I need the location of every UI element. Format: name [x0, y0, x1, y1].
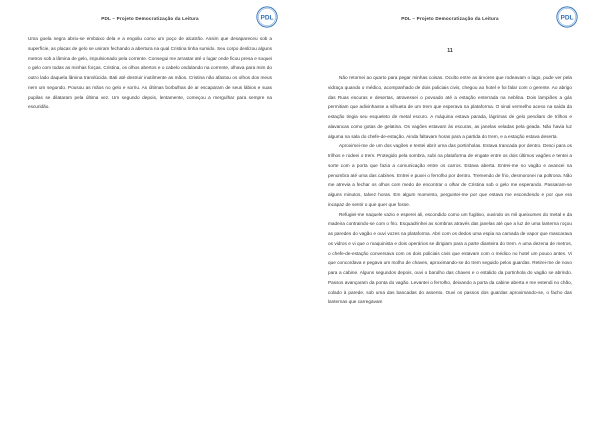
paragraph: Aproximei-me de um dos vagões e tentei abrir uma das portinholas. Estava trancada por dentro. Desci para os trilhos e rodeei o trem. Protegido pela sombra, subi na plataforma de engate entre os dois últimos vagões e tentei a sorte com a porta que fazia a comunicação entre os carros. Estava aberta. Entrei-me no vagão e avancei na penumbra até uma das cabines. Entrei e puxei o ferrolho por dentro. Tremendo de frio, desmoronei na poltrona. Não me atrevia a fechar os olhos com medo de encontrar o olhar de Cristina sob o gelo me esperando. Passaram-se alguns minutos, talvez horas. Em algum momento, perguntei-me por que estava me escondendo e por que era incapaz de sentir o que quer que fosse.	[328, 143, 572, 207]
paragraph: Uma goela negra abriu-se embaixo dela e a engoliu como um poço de alcatrão. Assim que desapareceu sob a superfície, as placas de gelo se uniram fechando a abertura na qual Cristina tinha sumido. Seu corpo deslizou alguns metros sob a lâmina de gelo, impulsionado pela corrente. Consegui me arrastar até o lugar onde ficou presa e soquei o gelo com todas as minhas forças. Cristina, os olhos abertos e o cabelo ondulando na corrente, olhava para mim do outro lado daquela lâmina translúcida. Bati até destruir inutilmente as mãos. Cristina não afastou os olhos dos meus nem um segundo. Pousou as mãos no gelo e sorriu. As últimas borbulhas de ar escaparam de seus lábios e suas pupilas se dilataram pela última vez. Um segundo depois, lentamente, começou a mergulhar para sempre na escuridão.	[28, 36, 272, 110]
right-body-text	[328, 73, 572, 307]
paragraph: Não retornei ao quarto para pegar minhas coisas. Oculto entre as árvores que rodeavam o lago, pude ver pela vidraça quando o médico, acompanhado de dois policiais civis, chegou ao hotel e foi falar com o gerente. Ao abrigo das Ruas escuras e desertas, atravessei o povoado até a estação enterrada na neblina. Dois lampiões a gás permitiam que adivinhasse a silhueta de um trem que esperava na plataforma. O sinal vermelho aceso na saída da estação tingia seu esqueleto de metal escuro. A máquina estava parada, lágrimas de gelo pendiam de trilhos e alavancas como gotas de gelatina. Os vagões estavam às escuras, as janelas veladas pela geada. Não havia luz alguma na sala do chefe-de-estação. Ainda faltavam horas para a partida do trem, e a estação estava deserta.	[328, 75, 572, 139]
page-header: PDL – Projeto Democratização da Leitura	[101, 16, 199, 21]
right-page	[300, 0, 600, 424]
pdl-logo	[256, 6, 278, 28]
page-header: PDL – Projeto Democratização da Leitura	[401, 16, 499, 21]
svg-text:PDL: PDL	[560, 14, 574, 22]
pdl-logo	[556, 6, 578, 28]
paragraph: Refugiei-me naquele vazio e esperei ali, escondido como um fugitivo, ouvindo os mil queixumes do metal e da madeira contraindo-se com o frio. Esquadrinhei as sombras através das janelas até que a luz de uma lanterna roçou as paredes do vagão e ouvi vozes na plataforma. Abri com os dedos uma espia na camada de vapor que mascarava os vidros e vi que o maquinista e dois operários se dirigiam para a parte dianteira do trem. A uma dezena de metros, o chefe-de-estação conversava com os dois policiais civis que estavam com o médico no hotel um pouco antes. Vi que concordava e pegava um molho de chaves, aproximando-se do trem seguido pelos guardas. Retirei-me de novo para a cabine. Alguns segundos depois, ouvi o barulho das chaves e o estalido da portinhola do vagão se abrindo. Passos avançaram da ponta do vagão. Levantei o ferrolho, deixando a porta da cabine aberta e me estendi no chão, colado à parede, sob uma das bancadas do assento. Ouvi os passos dos guardas aproximando-se, o facho das lanternas que carregavam	[328, 211, 572, 305]
svg-text:PDL: PDL	[260, 14, 274, 22]
left-body-text	[28, 34, 272, 112]
chapter-number: 11	[447, 48, 453, 54]
